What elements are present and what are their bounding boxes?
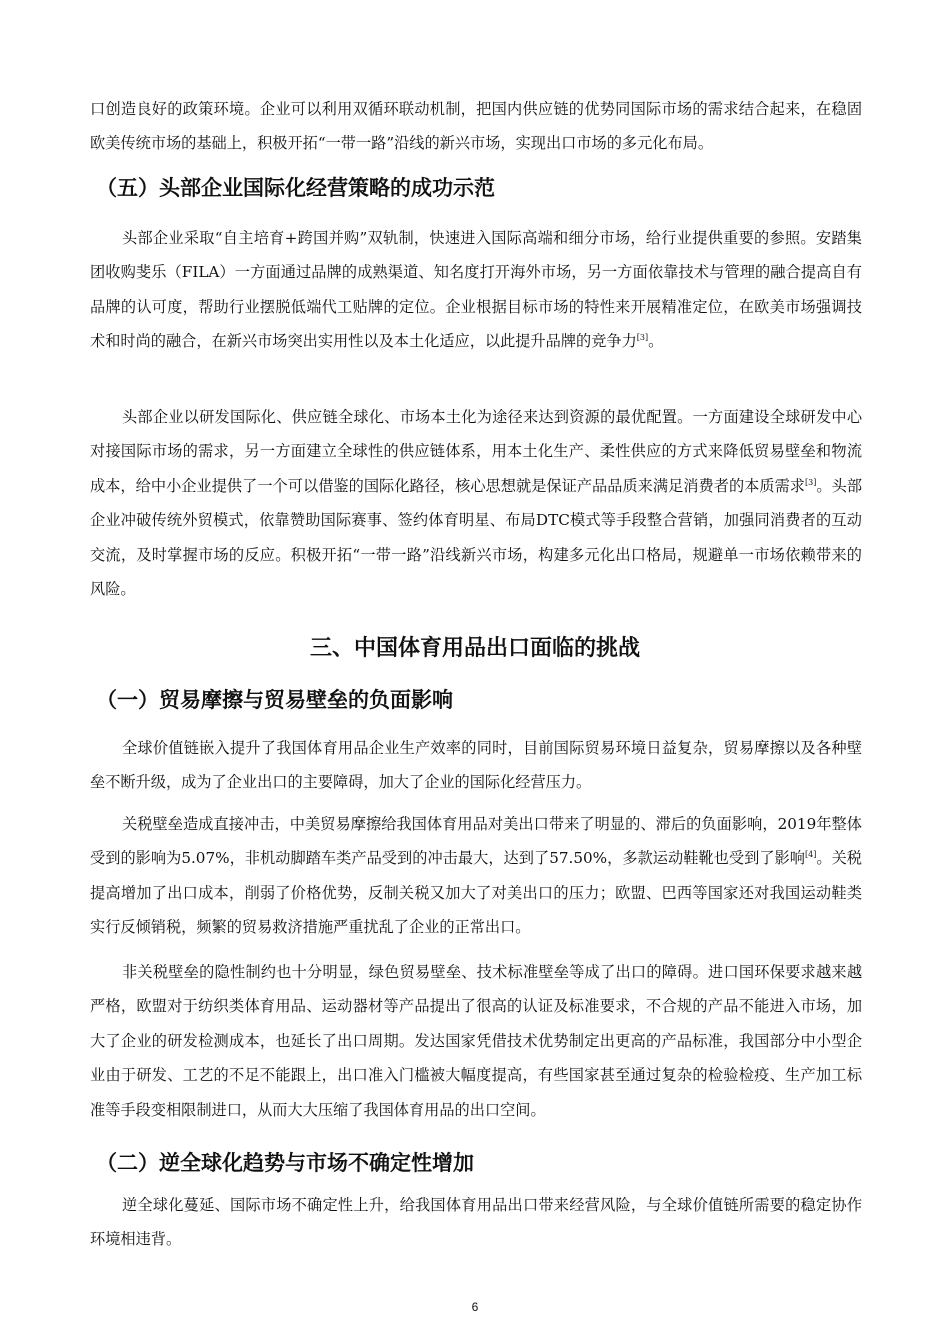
citation-ref: [4] bbox=[804, 850, 817, 860]
paragraph-text: 。头部企业冲破传统外贸模式，依靠赞助国际赛事、签约体育明星、布局DTC模式等手段整合营销，加强同消费者的互动交流，及时掌握市场的反应。积极开拓“一带一路”沿线新兴市场，构建多元化出口格局，规避单一市场依赖带来的风险。 bbox=[90, 476, 863, 599]
paragraph-tariff-barriers bbox=[90, 807, 862, 945]
paragraph-text: 全球价值链嵌入提升了我国体育用品企业生产效率的同时，目前国际贸易环境日益复杂，贸易摩擦以及各种壁垒不断升级，成为了企业出口的主要障碍，加大了企业的国际化经营压力。 bbox=[90, 739, 862, 792]
paragraph-text: 。 bbox=[648, 332, 664, 351]
heading-section-two: （二）逆全球化趋势与市场不确定性增加 bbox=[96, 1151, 474, 1175]
paragraph-text: 非关税壁垒的隐性制约也十分明显，绿色贸易壁垒、技术标准壁垒等成了出口的障碍。进口国环保要求越来越严格，欧盟对于纺织类体育用品、运动器材等产品提出了很高的认证及标准要求，不合规的产品不能进入市场，加大了企业的研发检测成本，也延长了出口周期。发达国家凭借技术优势制定出更高的产品标准，我国部分中小型企业由于研发、工艺的不足不能跟上，出口准入门槛被大幅度提高，有些国家甚至通过复杂的检验检疫、生产加工标准等手段变相限制进口，从而大大压缩了我国体育用品的出口空间。 bbox=[90, 963, 862, 1119]
paragraph-resource-allocation bbox=[90, 400, 862, 606]
paragraph-dual-track bbox=[90, 221, 862, 359]
paragraph-non-tariff-barriers bbox=[90, 955, 862, 1127]
paragraph-text: 关税壁垒造成直接冲击，中美贸易摩擦给我国体育用品对美出口带来了明显的、滞后的负面影响，2019年整体受到的影响为5.07%，非机动脚踏车类产品受到的冲击最大，达到了57.50%，多款运动鞋靴也受到了影响 bbox=[90, 815, 862, 868]
page-number: 6 bbox=[471, 1300, 479, 1314]
paragraph-text: 头部企业采取“自主培育+跨国并购”双轨制，快速进入国际高端和细分市场，给行业提供重要的参照。安踏集团收购斐乐（FILA）一方面通过品牌的成熟渠道、知名度打开海外市场，另一方面依靠技术与管理的融合提高自有品牌的认可度，帮助行业摆脱低端代工贴牌的定位。企业根据目标市场的特性来开展精准定位，在欧美市场强调技术和时尚的融合，在新兴市场突出实用性以及本土化适应，以此提升品牌的竞争力 bbox=[90, 229, 862, 351]
paragraph-text: 逆全球化蔓延、国际市场不确定性上升，给我国体育用品出口带来经营风险，与全球价值链所需要的稳定协作环境相违背。 bbox=[90, 1196, 862, 1249]
heading-section-five: （五）头部企业国际化经营策略的成功示范 bbox=[96, 176, 495, 200]
heading-section-one: （一）贸易摩擦与贸易壁垒的负面影响 bbox=[96, 688, 453, 712]
paragraph-global-value-chain bbox=[90, 731, 862, 800]
paragraph-deglobalization bbox=[90, 1188, 862, 1257]
paragraph-text: 头部企业以研发国际化、供应链全球化、市场本土化为途径来达到资源的最优配置。一方面建设全球研发中心对接国际市场的需求，另一方面建立全球性的供应链体系，用本土化生产、柔性供应的方式来降低贸易壁垒和物流成本，给中小企业提供了一个可以借鉴的国际化路径，核心思想就是保证产品品质来满足消费者的本质需求 bbox=[90, 408, 862, 495]
heading-chapter-three: 三、中国体育用品出口面临的挑战 bbox=[309, 636, 640, 661]
citation-ref: [3] bbox=[805, 477, 817, 487]
citation-ref: [3] bbox=[636, 333, 649, 343]
paragraph-text: 。关税提高增加了出口成本，削弱了价格优势，反制关税又加大了对美出口的压力；欧盟、巴西等国家还对我国运动鞋类实行反倾销税，频繁的贸易救济措施严重扰乱了企业的正常出口。 bbox=[90, 849, 862, 937]
paragraph-policy-environment bbox=[90, 92, 862, 161]
paragraph-text: 口创造良好的政策环境。企业可以利用双循环联动机制，把国内供应链的优势同国际市场的需求结合起来，在稳固欧美传统市场的基础上，积极开拓“一带一路”沿线的新兴市场，实现出口市场的多元化布局。 bbox=[90, 100, 862, 153]
